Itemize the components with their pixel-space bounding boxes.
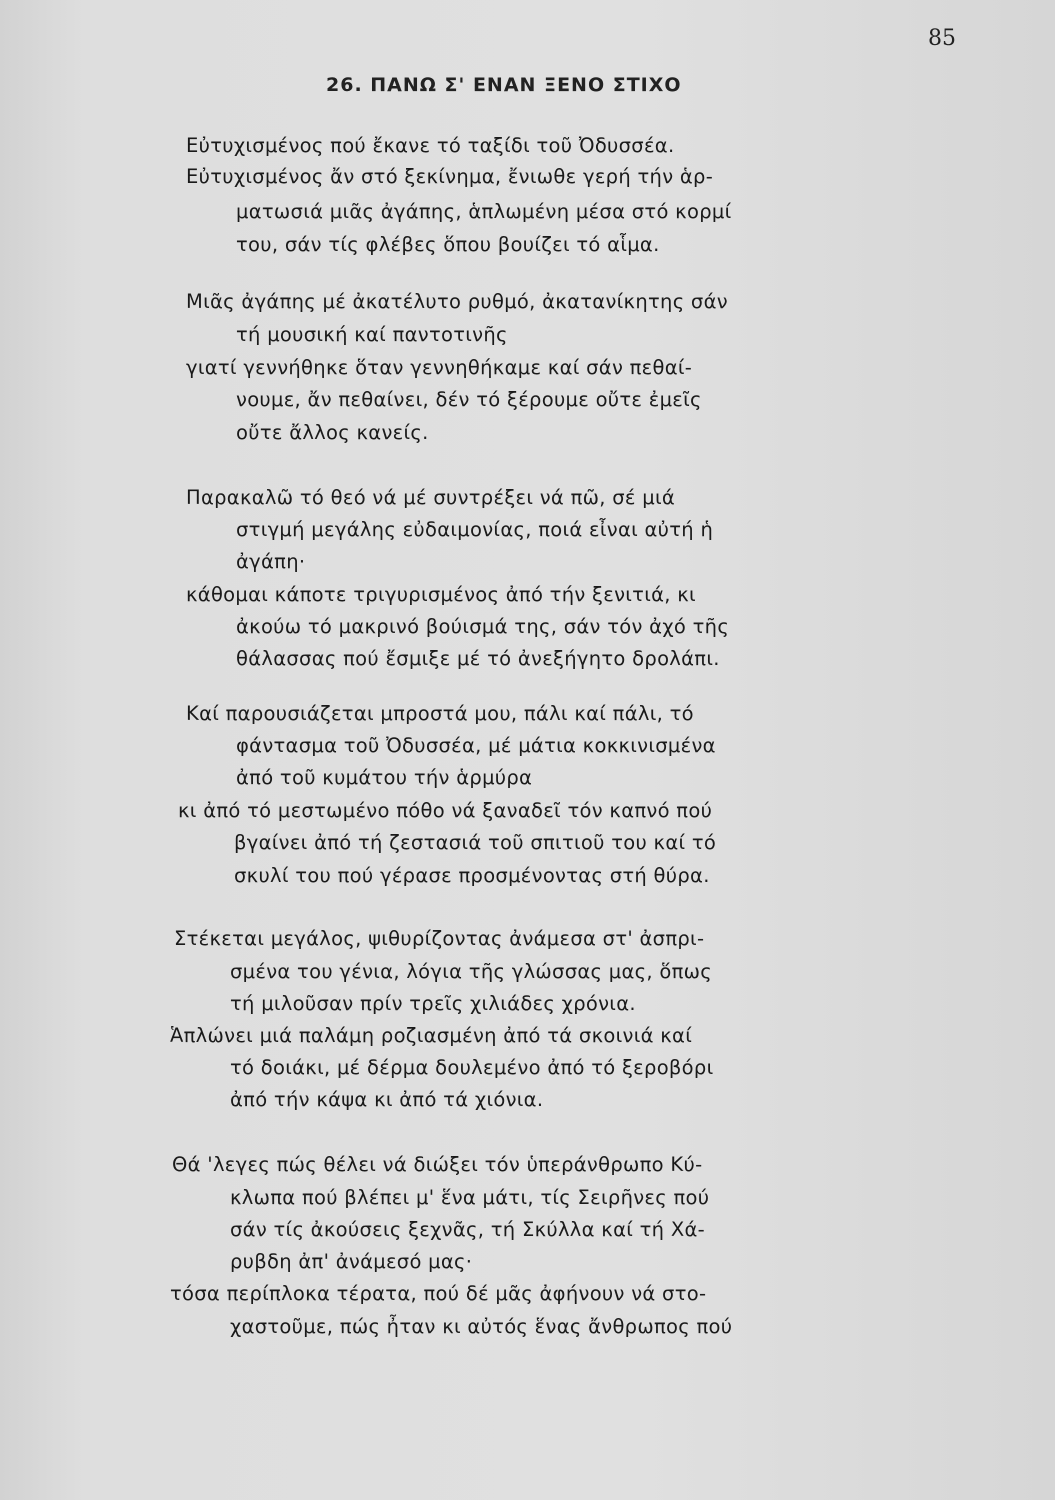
poem-line: τόσα περίπλοκα τέρατα, πού δέ μᾶς ἀφήνουν νά στο- [170,1282,707,1305]
poem-line: σκυλί του πού γέρασε προσμένοντας στή θύρα. [234,864,710,887]
poem-line: Παρακαλῶ τό θεό νά μέ συντρέξει νά πῶ, σέ μιά [186,486,675,509]
poem-line: οὔτε ἄλλος κανείς. [236,421,429,444]
poem-line: Εὐτυχισμένος ἄν στό ξεκίνημα, ἔνιωθε γερή τήν ἁρ- [186,165,714,188]
poem-line: χαστοῦμε, πώς ἦταν κι αὐτός ἕνας ἄνθρωπος πού [230,1315,733,1338]
poem-line: ἀκούω τό μακρινό βούισμά της, σάν τόν ἀχό τῆς [236,615,730,638]
poem-line: νουμε, ἄν πεθαίνει, δέν τό ξέρουμε οὔτε ἐμεῖς [236,388,702,411]
poem-line: τή μιλοῦσαν πρίν τρεῖς χιλιάδες χρόνια. [230,992,636,1015]
poem-line: Καί παρουσιάζεται μπροστά μου, πάλι καί πάλι, τό [186,702,694,725]
poem-line: ρυβδη ἀπ' ἀνάμεσό μας· [230,1250,473,1273]
poem-line: θάλασσας πού ἔσμιξε μέ τό ἀνεξήγητο δρολάπι. [236,647,720,670]
poem-line: Εὐτυχισμένος πού ἔκανε τό ταξίδι τοῦ Ὀδυσσέα. [186,134,675,157]
poem-line: τή μουσική καί παντοτινῆς [236,323,508,346]
poem-line: του, σάν τίς φλέβες ὅπου βουίζει τό αἷμα. [236,233,660,256]
poem-line: στιγμή μεγάλης εὐδαιμονίας, ποιά εἶναι αὐτή ἡ [236,518,714,541]
poem-line: ἀπό τήν κάψα κι ἀπό τά χιόνια. [230,1088,544,1111]
poem-line: σμένα του γένια, λόγια τῆς γλώσσας μας, ὅπως [230,960,712,983]
poem-line: Ἁπλώνει μιά παλάμη ροζιασμένη ἀπό τά σκοινιά καί [170,1024,693,1047]
poem-line: ἀπό τοῦ κυμάτου τήν ἁρμύρα [236,766,533,789]
page-number: 85 [928,26,956,51]
poem-line: ἀγάπη· [236,550,306,573]
poem-line: κλωπα πού βλέπει μ' ἕνα μάτι, τίς Σειρῆνες πού [230,1186,710,1209]
poem-line: γιατί γεννήθηκε ὅταν γεννηθήκαμε καί σάν πεθαί- [186,356,693,379]
poem-title: 26. ΠΑΝΩ Σ' ΕΝΑΝ ΞΕΝΟ ΣΤΙΧΟ [326,74,682,96]
poem-line: τό δοιάκι, μέ δέρμα δουλεμένο ἀπό τό ξεροβόρι [230,1056,714,1079]
poem-line: Στέκεται μεγάλος, ψιθυρίζοντας ἀνάμεσα στ' ἀσπρι- [174,927,705,950]
poem-line: φάντασμα τοῦ Ὀδυσσέα, μέ μάτια κοκκινισμένα [236,734,716,757]
poem-line: σάν τίς ἀκούσεις ξεχνᾶς, τή Σκύλλα καί τή Χά- [230,1218,705,1241]
poem-line: κι ἀπό τό μεστωμένο πόθο νά ξαναδεῖ τόν καπνό πού [178,799,713,822]
poem-line: ματωσιά μιᾶς ἀγάπης, ἁπλωμένη μέσα στό κορμί [236,200,732,223]
poem-line: κάθομαι κάποτε τριγυρισμένος ἀπό τήν ξενιτιά, κι [186,583,696,606]
poem-line: βγαίνει ἀπό τή ζεστασιά τοῦ σπιτιοῦ του καί τό [234,831,717,854]
poem-line: Μιᾶς ἀγάπης μέ ἀκατέλυτο ρυθμό, ἀκατανίκητης σάν [186,290,728,313]
poem-line: Θά 'λεγες πώς θέλει νά διώξει τόν ὑπεράνθρωπο Κύ- [172,1153,703,1176]
